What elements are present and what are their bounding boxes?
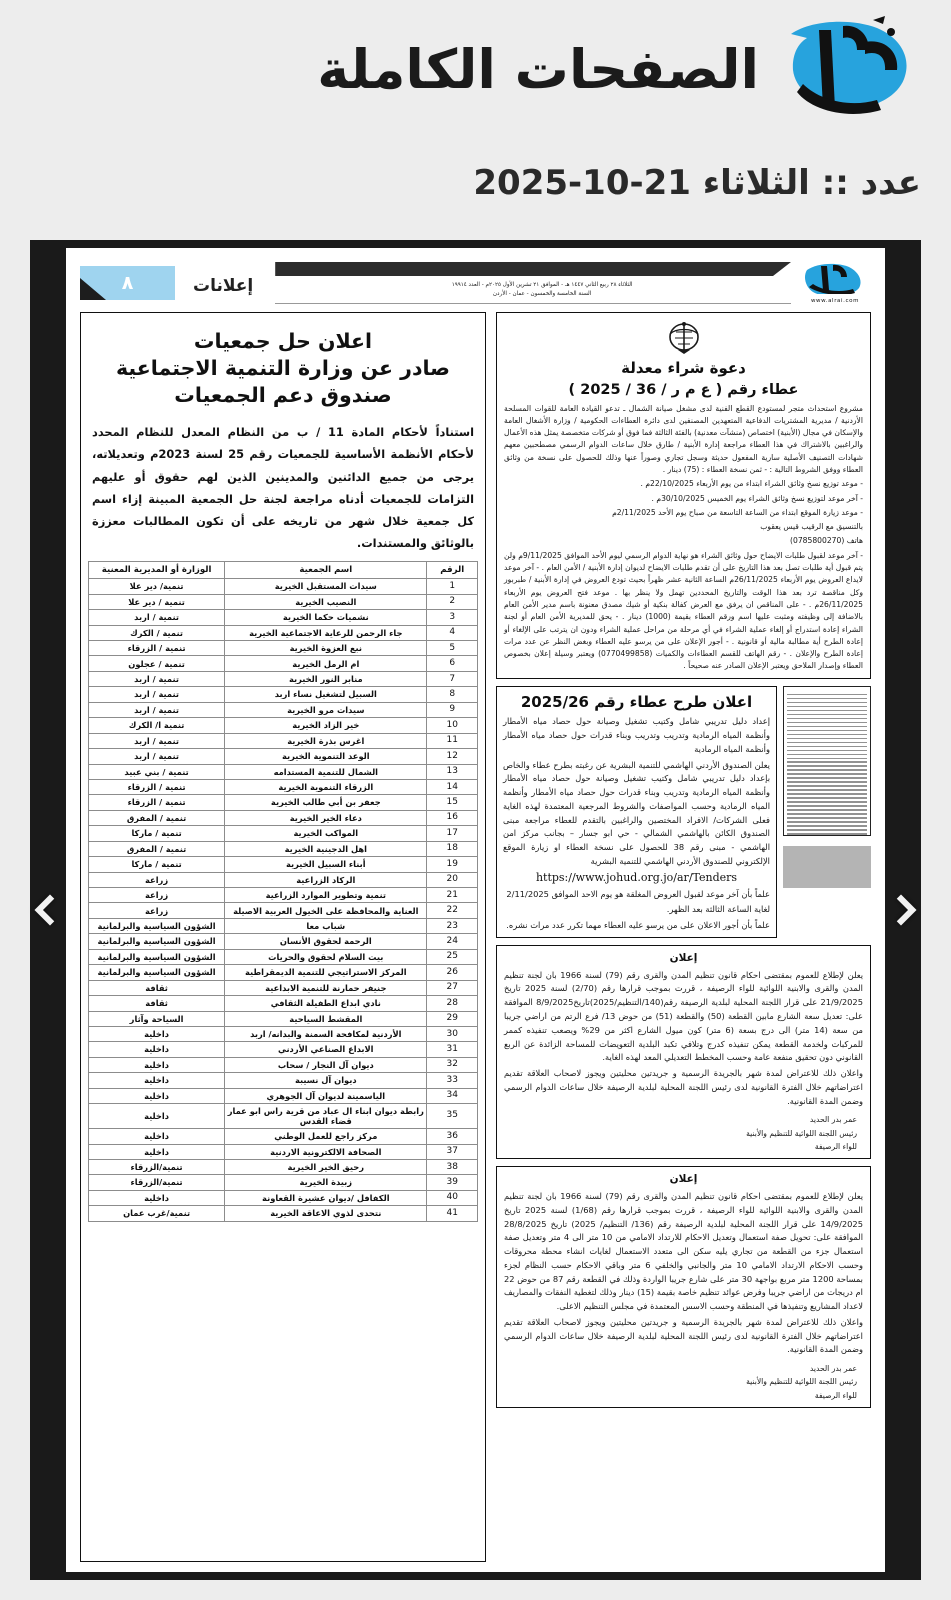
cell-ministry: تنمية / اربد [89, 687, 225, 702]
hijri-gregorian-dateline: الثلاثاء ٢٨ ربيع الثاني ١٤٤٧ هـ - الموافق ٢١ تشرين الأول ٢٠٢٥م - العدد ١٩٩١٤ [451, 282, 633, 288]
table-row [89, 949, 478, 964]
scanned-document-clipping [783, 686, 871, 836]
cell-association-name: الوعد التنموية الخيرية [225, 749, 427, 764]
notice-tender-26-wrap [496, 686, 871, 938]
cell-number: 26 [427, 965, 478, 980]
signatory-title-4: رئيس اللجنة اللوائية للتنظيم والأبنية [746, 1377, 857, 1387]
cell-number: 28 [427, 996, 478, 1011]
cell-ministry: داخلية [89, 1129, 225, 1144]
newspaper-website-url: www.alrai.com [810, 298, 860, 304]
table-row [89, 1011, 478, 1026]
cell-ministry: تنمية / عجلون [89, 656, 225, 671]
cell-number: 38 [427, 1159, 478, 1174]
page-title: الصفحات الكاملة [317, 37, 759, 101]
signature-block-4 [504, 1357, 863, 1402]
cell-ministry: تنمية / اربد [89, 671, 225, 686]
cell-number: 3 [427, 610, 478, 625]
table-row [89, 934, 478, 949]
cell-ministry: الشؤون السياسية والبرلمانية [89, 934, 225, 949]
cell-ministry: تنمية/ دير علا [89, 579, 225, 594]
notice-title-4: إعلان [669, 1173, 698, 1186]
cell-association-name: رحيق الخير الخيرية [225, 1159, 427, 1174]
cell-ministry: الشؤون السياسية والبرلمانية [89, 949, 225, 964]
cell-association-name: الصحافة الالكترونية الاردنية [225, 1144, 427, 1159]
cell-number: 10 [427, 718, 478, 733]
table-row [89, 764, 478, 779]
notices-column [496, 312, 871, 1562]
cell-ministry: الشؤون السياسية والبرلمانية [89, 918, 225, 933]
clipping-text-lines [787, 690, 867, 836]
table-row [89, 1159, 478, 1174]
cell-number: 22 [427, 903, 478, 918]
table-row [89, 625, 478, 640]
cell-association-name: ام الرمل الخيرية [225, 656, 427, 671]
newspaper-masthead [80, 258, 871, 306]
signature-block-3 [504, 1108, 863, 1153]
notice-tender-number-1: عطاء رقم ( ع م ر / 36 / 2025 ) [568, 381, 799, 398]
column-header-name: اسم الجمعية [225, 561, 427, 579]
cell-association-name: نتحدى لذوي الاعاقة الخيرية [225, 1206, 427, 1221]
cell-association-name: المركز الاستراتيجي للتنمية الديمقراطية [225, 965, 427, 980]
cell-number: 1 [427, 579, 478, 594]
cell-ministry: داخلية [89, 1073, 225, 1088]
cell-number: 27 [427, 980, 478, 995]
notice-announcement-70 [496, 945, 871, 1159]
cell-ministry: تنمية / دير علا [89, 594, 225, 609]
cell-association-name: الرحمة لحقوق الأنسان [225, 934, 427, 949]
table-row [89, 996, 478, 1011]
cell-ministry: تنمية / بني عبيد [89, 764, 225, 779]
table-row [89, 687, 478, 702]
cell-ministry: تنمية ا/ الكرك [89, 718, 225, 733]
cell-association-name: تنمية وتطوير الموارد الزراعية [225, 888, 427, 903]
notice-body-1: مشروع استحداث متجر لمستودع القطع الفنية لدى مشغل صيانة الشمال ـ تدعو القيادة العامة للقوات المسلحة الأردنية / مديرية المشتريات الدفاعية المتعهدين المصنفين لدى دائرة العطاءات الحكومية / وزارة الأشغال العامة والإسكان في مجال (الأبنية) اختصاص (منشآت معدنية) بالفئة الثالثة فما فوق أو شركات متخصصة يمثل هذه الأعمال والراغبين بالاشتراك في هذا العطاء مراجعة إدارة الأبنية / طارق خلال ساعات الدوام الرسمي مصطحبين معهم شهادات التصنيف الأصلية سارية المفعول حديثة وسجل تجاري وصوراً عنها وذلك للحصول على نسخة من وثائق العطاء ووفق الشروط التالية : - ثمن نسخة العطاء : (75) دينار . [503, 403, 863, 474]
cell-association-name: اغرس بذرة الخيرية [225, 733, 427, 748]
cell-association-name: الكفافل /ديوان عشيرة القعاونة [225, 1190, 427, 1205]
cell-association-name: النصيب الخيرية [225, 594, 427, 609]
table-row [89, 1057, 478, 1072]
table-row [89, 749, 478, 764]
cell-ministry: تنمية / ماركا [89, 826, 225, 841]
publication-info-line: السنة الخامسة والخمسون - عمان - الأردن [492, 291, 592, 297]
table-row [89, 1104, 478, 1129]
tender-url-link[interactable]: https://www.johud.org.jo/ar/Tenders [535, 870, 738, 884]
signatory-region-4: للواء الرصيفة [814, 1390, 857, 1400]
page-viewer [30, 240, 921, 1580]
notice-bullet-1-0: - موعد توزيع نسخ وثائق الشراء ابتداء من يوم الأربعاء 22/10/2025م . [640, 479, 863, 489]
cell-number: 20 [427, 872, 478, 887]
cell-ministry: داخلية [89, 1144, 225, 1159]
page-number: ٨ [121, 272, 134, 294]
cell-number: 9 [427, 702, 478, 717]
table-row [89, 733, 478, 748]
cell-association-name: أبناء السبيل الخيرية [225, 857, 427, 872]
cell-number: 6 [427, 656, 478, 671]
cell-number: 40 [427, 1190, 478, 1205]
cell-number: 5 [427, 641, 478, 656]
cell-number: 37 [427, 1144, 478, 1159]
cell-association-name: نادي ابداع الطفيلة الثقافي [225, 996, 427, 1011]
notice-purchase-invitation [496, 312, 871, 679]
dissolution-title-line1: اعلان حل جمعيات [193, 329, 373, 353]
notice-body2-4: واعلان ذلك للاعتراض لمدة شهر بالجريدة الرسمية و جريدتين محليتين ويجوز لاصحاب العلاقة تقديم اعتراضاتهم خلال الفترة القانونية لدى رئيس اللجنة المحلية لبلدية الرصيفة خلال ساعات الدوام الرسمي وضمن المدة القانونية. [504, 1316, 863, 1355]
table-row [89, 579, 478, 594]
table-row [89, 1073, 478, 1088]
cell-number: 31 [427, 1042, 478, 1057]
cell-number: 19 [427, 857, 478, 872]
cell-ministry: تنمية / الزرقاء [89, 641, 225, 656]
table-row [89, 1190, 478, 1205]
table-row [89, 872, 478, 887]
cell-number: 16 [427, 810, 478, 825]
jordan-armed-forces-crest-icon [664, 321, 704, 355]
table-row [89, 965, 478, 980]
signatory-region-3: للواء الرصيفة [814, 1141, 857, 1151]
cell-number: 18 [427, 841, 478, 856]
cell-association-name: الأردنية لمكافحة السمنة والبدانه/ اربد [225, 1026, 427, 1041]
cell-number: 15 [427, 795, 478, 810]
table-row [89, 1206, 478, 1221]
cell-ministry: داخلية [89, 1042, 225, 1057]
table-row [89, 841, 478, 856]
cell-association-name: خير الزاد الخيرية [225, 718, 427, 733]
cell-association-name: نبع العزوة الخيرية [225, 641, 427, 656]
notice-title-3: إعلان [669, 951, 698, 964]
section-name: إعلانات [193, 276, 254, 296]
table-row [89, 656, 478, 671]
cell-association-name: دعاء الخير الخيرية [225, 810, 427, 825]
table-row [89, 671, 478, 686]
cell-association-name: جنيفر حمارنة للتنمية الابداعية [225, 980, 427, 995]
signatory-title-3: رئيس اللجنة اللوائية للتنظيم والأبنية [746, 1128, 857, 1138]
associations-table [88, 561, 478, 1222]
cell-ministry: السياحة وآثار [89, 1011, 225, 1026]
table-row [89, 903, 478, 918]
table-row [89, 1042, 478, 1057]
page-number-badge [80, 266, 175, 300]
table-header-row [89, 561, 478, 579]
notice-bullet-1-1: - آخر موعد لتوزيع نسخ وثائق الشراء يوم الخميس 30/10/2025م . [651, 493, 863, 503]
notice-body-2: يعلن الصندوق الأردني الهاشمي للتنمية البشرية عن رغبته بطرح عطاء والخاص بإعداد دليل تدريبي شامل وكتيب تشغيل وصيانة حول حصاد مياه الأمطار وأنظمة المياه الرمادية وتدريب وبناء قدرات حول حصاد مياه الأمطار وأنظمة المياه الرمادية وحسب المواصفات والشروط المرجعية المعتمدة لهذه الغاية فعلى الشركات/ الافراد المختصين والراغبين بالتقدم للعطاء مراجعة مبنى الصندوق الكائن بالهاشمي الشمالي - حي ابو جسار – بجانب مركز امن الهاشمي - مبنى رقم 38 للحصول على نسخة العطاء او زيارة الموقع الإلكتروني للصندوق الأردني الهاشمي للتنمية البشرية [503, 759, 770, 866]
cell-association-name: نشميات حكما الخيرية [225, 610, 427, 625]
cell-ministry: تنمية/الزرقاء [89, 1159, 225, 1174]
prev-page-button[interactable] [32, 875, 68, 945]
cell-number: 30 [427, 1026, 478, 1041]
table-body [89, 579, 478, 1221]
notice-body2-3: واعلان ذلك للاعتراض لمدة شهر بالجريدة الرسمية و جريدتين محليتين ويجوز لاصحاب العلاقة تقديم اعتراضاتهم خلال الفترة القانونية لدى رئيس اللجنة المحلية لبلدية الرصيفة خلال ساعات الدوام الرسمي وضمن المدة القانونية. [504, 1068, 863, 1106]
cell-ministry: ثقافة [89, 980, 225, 995]
cell-number: 14 [427, 779, 478, 794]
cell-number: 12 [427, 749, 478, 764]
table-header [89, 561, 478, 579]
cell-association-name: الياسمينة لديوان آل الجوهري [225, 1088, 427, 1103]
notice-announcement-68 [496, 1166, 871, 1408]
notice-title-1: دعوة شراء معدلة [621, 359, 746, 377]
cell-number: 35 [427, 1104, 478, 1129]
signatory-name-4: عمر بدر الحديد [809, 1364, 857, 1374]
cell-association-name: المقشط السياحية [225, 1011, 427, 1026]
cell-association-name: جاء الرحمن للرعاية الاجتماعية الخيرية [225, 625, 427, 640]
table-row [89, 1175, 478, 1190]
cell-ministry: زراعة [89, 888, 225, 903]
masthead-dateblock [275, 260, 791, 304]
cell-number: 17 [427, 826, 478, 841]
notice-footer-2-0: علماً بأن آخر موعد لقبول العروض المغلقة هو يوم الاحد الموافق 2/11/2025 [506, 888, 770, 899]
cell-number: 13 [427, 764, 478, 779]
cell-number: 21 [427, 888, 478, 903]
dissolution-paragraph: استناداً لأحكام المادة 11 / ب من النظام المعدل للنظام المحدد لأحكام الأنظمة الأساسية للجمعيات رقم 25 لسنة 2023م وتعديلاته، يرجى من جميع الدائنين والمدينين الذين لهم حقوق أو عليهم التزامات للجمعيات أدناه مراجعة لجنة حل الجمعية المبينة إزاء اسم كل جمعية خلال شهر من تاريخه على أن تكون المطالبات معززة بالوثائق والمستندات. [92, 425, 475, 551]
cell-association-name: رابطة ديوان ابناء ال عباد من قرية راس ابو عمار قضاء القدس [225, 1104, 427, 1129]
grey-placeholder-block [783, 846, 871, 888]
table-row [89, 641, 478, 656]
cell-number: 11 [427, 733, 478, 748]
notice-tail-1: - آخر موعد لقبول طلبات الايضاح حول وثائق الشراء هو نهاية الدوام الرسمي ليوم الأحد الموافق 9/11/2025م ولن يتم قبول أية طلبات تصل بعد هذا التاريخ على أن تقدم طلبات الايضاح لديوان إدارة الأبنية / الأمن العام . - آخر موعد لايداع العروض يوم الأربعاء 26/11/2025م الساعة الثانية عشر ظهراً بحيث تودع العروض في إدارة الأبنية / طبربور وكل مناقصة ترد بعد هذا الوقت والتاريخ المحددين تهمل ولا ينظر بها . موعد فتح العروض يوم الأربعاء 26/11/2025م . - على المناقص ان يرفق مع العرض كفالة بنكية أو شيك مصدق معنونة باسم مدير الأمن العام بالاضافة إلى وظيفته ومثبت عليها اسم ورقم العطاء بقيمة (1000) دينار . - يحق للمديرية الأمن العام أو لجنة الشراء إعادة استدراج أو إلغاء عملية الشراء في أي مرحلة من مراحل عملية الشراء ودون ان يترتب على الإلغاء أو إعادة الطرح أية مطالبة مالية أو قانونية . - أجور الإعلان على من يرسو عليه العطاء وبغض النظر عن عدد مرات إعادة الطرح والإعلان . - رقم الهاتف للقسم العطاءات والكميات (0770499858) ويعتبر وسيلة إعلان بخصوص العطاء وإصدار الملاحق ويعتبر الإعلان الصادر عنه صحيحاً . [504, 550, 863, 671]
table-row [89, 795, 478, 810]
cell-number: 32 [427, 1057, 478, 1072]
notice-body-3: يعلن لإطلاع للعموم بمقتضى احكام قانون تنظيم المدن والقرى رقم (79) لسنة 1966 بان لجنة تنظيم المدن والقرى والابنية اللوائية للواء الرصيفة ، قررت بموجب قرارها رقم (2/70) لسنة 2025 تاريخ 21/9/2025 على قرار اللجنة المحلية لبلدية الرصيفة رقم(140/التنظيم/2025)تاريخ8/9/2025 الموافقة على: تعديل سعة الشارع مابين القطعة (50) والقطعة (51) من حوض 13/ فرع الرتم من اراضي جريبا من سعة (14 متر) الى درج بسعة (6 متر) كون ميول الشارع اكثر من 29% ويصعب تنفيذه كممر للمركبات ولخدمة القطعة يمكن تنفيذه كدرج وتلافي تكبد البلدية التعويضات للمساحة الزائدة عن الربع القانوني دون تحقيق منفعة عامة وحسب المخطط التعديلي المعد لهذه الغاية. [504, 969, 864, 1063]
cell-number: 33 [427, 1073, 478, 1088]
issue-date-label: عدد :: الثلاثاء 21-10-2025 [473, 163, 921, 203]
cell-ministry: تنمية / الزرقاء [89, 779, 225, 794]
dissolution-announcement [80, 312, 486, 1562]
site-header [0, 0, 951, 240]
table-row [89, 1088, 478, 1103]
notice-body-4: يعلن لإطلاع للعموم بمقتضى احكام قانون تنظيم المدن والقرى رقم (79) لسنة 1966 بان لجنة تنظيم المدن والقرى والابنية اللوائية للواء الرصيفة ، قررت بموجب قرارها رقم (1/68) لسنة 2025 تاريخ 14/9/2025 على قرار اللجنة المحلية لبلدية الرصيفة رقم (136/ التنظيم/ 2025) تاريخ 28/8/2025 الموافقة على: تحويل صفة استعمال وتعديل الاحكام للارتداد الامامي من 10 متر الى 4 متر وتعديل صفة استعمال جزء من القطعة من تجاري يليه سكن الى متعدد الاستعمال لغايات انشاء محطة محروقات وحسب الاحكام الارتداد الامامي 10 متر والجانبي والخلفي 6 متر وباقي الاحكام حسب النظام لجزء بمساحة 1200 متر مربع بواجهة 30 متر على شارع جريبا الواردة وذلك في القطعة رقم 87 من حوض 22 ام دريجات من اراضي جريبا وفرض عوائد تنظيم خاصة بقيمة (15) دينار وذلك لتغطية النفقات والمصاريف لاعداد المشاريع وتنفيذها في المنطقة وحسب الاسس المعتمدة في مجلس التنظيم الاعلى. [504, 1190, 864, 1312]
table-row [89, 1129, 478, 1144]
table-row [89, 594, 478, 609]
cell-ministry: تنمية/الزرقاء [89, 1175, 225, 1190]
cell-number: 36 [427, 1129, 478, 1144]
cell-ministry: داخلية [89, 1057, 225, 1072]
dissolution-title-line2: صادر عن وزارة التنمية الاجتماعية [116, 356, 450, 381]
cell-ministry: زراعة [89, 903, 225, 918]
table-row [89, 810, 478, 825]
cell-association-name: مركز راجع للعمل الوطني [225, 1129, 427, 1144]
cell-association-name: جعفر بن أبي طالب الخيرية [225, 795, 427, 810]
alrai-mini-logo [799, 260, 871, 304]
chevron-right-icon [885, 894, 916, 925]
newspaper-body [80, 306, 871, 1562]
cell-association-name: بيت السلام لحقوق والحريات [225, 949, 427, 964]
cell-association-name: السبيل لتشغيل نساء اربد [225, 687, 427, 702]
table-row [89, 1144, 478, 1159]
cell-ministry: تنمية / اربد [89, 749, 225, 764]
notice-footer-2-1: لغاية الساعة الثالثة بعد الظهر. [666, 904, 770, 915]
cell-ministry: تنمية / المفرق [89, 841, 225, 856]
cell-association-name: شباب معا [225, 918, 427, 933]
chevron-left-icon [34, 894, 65, 925]
dissolution-column [80, 312, 486, 1562]
notice-intro-2: إعداد دليل تدريبي شامل وكتيب تشغيل وصيانة حول حصاد مياه الأمطار وأنظمة المياه الرمادية وتدريب وتدريب وبناء قدرات حول حصاد مياه الأمطار وأنظمة المياه الرمادية [503, 716, 770, 754]
notice-phone-1: هاتف (0785800270) [790, 536, 863, 546]
notice-tender-26-2025 [496, 686, 777, 938]
cell-ministry: تنمية / الكرك [89, 625, 225, 640]
cell-number: 29 [427, 1011, 478, 1026]
clipping-column [783, 686, 871, 888]
newspaper-page [66, 248, 885, 1572]
cell-ministry: داخلية [89, 1190, 225, 1205]
cell-ministry: الشؤون السياسية والبرلمانية [89, 965, 225, 980]
table-row [89, 779, 478, 794]
cell-association-name: سيدات مرو الخيرية [225, 702, 427, 717]
column-header-ministry: الوزارة أو المديرية المعنية [89, 561, 225, 579]
notice-footer-2-2: علماً بأن أجور الاعلان على من يرسو عليه العطاء مهما تكرر عدد مرات نشره. [506, 920, 770, 931]
cell-association-name: المواكب الخيرية [225, 826, 427, 841]
cell-ministry: تنمية / اربد [89, 733, 225, 748]
cell-association-name: ديوان آل النجار / سحاب [225, 1057, 427, 1072]
cell-number: 41 [427, 1206, 478, 1221]
cell-number: 24 [427, 934, 478, 949]
masthead-bar [275, 262, 791, 276]
table-row [89, 826, 478, 841]
notice-bullet-1-3: بالتنسيق مع الرقيب قيس يعقوب [760, 522, 863, 532]
signatory-name-3: عمر بدر الحديد [809, 1115, 857, 1125]
dissolution-heading [88, 318, 478, 413]
table-row [89, 1026, 478, 1041]
table-row [89, 980, 478, 995]
cell-ministry: تنمية/غرب عمان [89, 1206, 225, 1221]
table-row [89, 918, 478, 933]
cell-ministry: داخلية [89, 1088, 225, 1103]
notice-bullet-1-2: - موعد زيارة الموقع ابتداء من الساعة التاسعة من صباح يوم الأحد 2/11/2025م [612, 507, 863, 517]
cell-ministry: تنمية / ماركا [89, 857, 225, 872]
cell-association-name: ديوان آل نسيبة [225, 1073, 427, 1088]
cell-ministry: تنمية / اربد [89, 610, 225, 625]
table-row [89, 718, 478, 733]
cell-number: 7 [427, 671, 478, 686]
cell-ministry: ثقافة [89, 996, 225, 1011]
cell-association-name: زبيدة الخيرية [225, 1175, 427, 1190]
cell-association-name: العناية والمحافظة على الخيول العربية الاصيلة [225, 903, 427, 918]
cell-number: 8 [427, 687, 478, 702]
notice-title-2: اعلان طرح عطاء رقم 2025/26 [520, 692, 753, 711]
cell-ministry: تنمية / اربد [89, 702, 225, 717]
next-page-button[interactable] [883, 875, 919, 945]
cell-association-name: الشمال للتنمية المستدامه [225, 764, 427, 779]
cell-ministry: داخلية [89, 1026, 225, 1041]
column-header-number: الرقم [427, 561, 478, 579]
cell-number: 34 [427, 1088, 478, 1103]
table-row [89, 888, 478, 903]
dissolution-title-line3: صندوق دعم الجمعيات [174, 383, 392, 408]
table-row [89, 702, 478, 717]
cell-number: 39 [427, 1175, 478, 1190]
cell-number: 2 [427, 594, 478, 609]
cell-number: 23 [427, 918, 478, 933]
cell-association-name: منابر النور الخيرية [225, 671, 427, 686]
cell-number: 25 [427, 949, 478, 964]
masthead-rule [275, 303, 791, 304]
cell-ministry: زراعة [89, 872, 225, 887]
brand-row [0, 0, 951, 127]
cell-association-name: الابداع الصناعي الأردني [225, 1042, 427, 1057]
alrai-logo [773, 12, 933, 127]
cell-association-name: سيدات المستقبل الخيرية [225, 579, 427, 594]
table-row [89, 857, 478, 872]
cell-association-name: الركاد الزراعية [225, 872, 427, 887]
cell-ministry: تنمية / المفرق [89, 810, 225, 825]
cell-ministry: داخلية [89, 1104, 225, 1129]
cell-ministry: تنمية / الزرقاء [89, 795, 225, 810]
table-row [89, 610, 478, 625]
cell-association-name: اهل الدجينية الخيرية [225, 841, 427, 856]
cell-association-name: الزرقاء التنموية الخيرية [225, 779, 427, 794]
cell-number: 4 [427, 625, 478, 640]
